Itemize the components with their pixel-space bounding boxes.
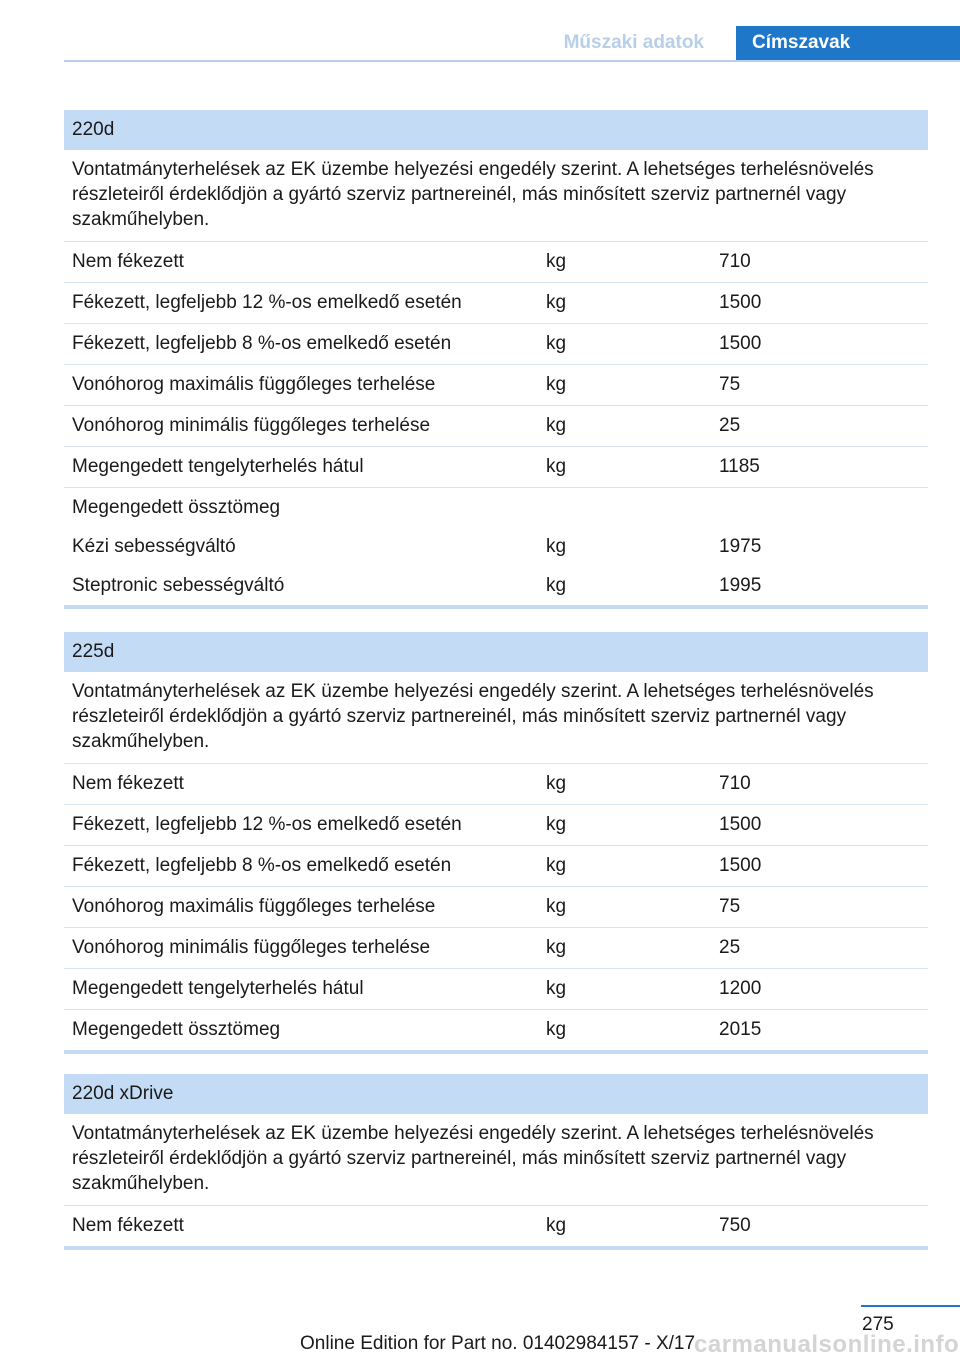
row-value: 710 — [719, 773, 751, 794]
row-label: Megengedett tengelyterhelés hátul — [72, 978, 364, 999]
row-label: Vonóhorog maximális függőleges terhelése — [72, 896, 436, 917]
row-value — [711, 488, 928, 527]
row-unit: kg — [546, 292, 567, 313]
row-label: Vonóhorog minimális függőleges terhelése — [72, 415, 431, 436]
row-label: Nem fékezett — [72, 1215, 184, 1236]
row-value: 75 — [719, 374, 741, 395]
section-title: 220d — [64, 110, 928, 150]
row-value: 25 — [719, 415, 741, 436]
row-value: 1500 — [719, 855, 762, 876]
section-end-rule — [64, 1246, 928, 1250]
tab-cimszavak[interactable]: Címszavak — [736, 26, 960, 62]
row-unit: kg — [546, 374, 567, 395]
row-value: 2015 — [719, 1019, 762, 1040]
row-unit: kg — [546, 978, 567, 999]
table-row — [64, 488, 928, 527]
row-label: Vonóhorog maximális függőleges terhelése — [72, 374, 436, 395]
row-unit: kg — [546, 1215, 567, 1236]
footer-divider — [861, 1305, 960, 1307]
section-description: Vontatmányterhelések az EK üzembe helyezési engedély szerint. A lehetséges terhelésnövelés részleteiről érdeklődjön a gyártó szerviz partnereinél, más minősített szerviz partnernél vagy szakműhelyben. — [64, 672, 928, 764]
section-220d-xdrive — [64, 1074, 928, 1250]
table-row — [64, 283, 928, 324]
page-header — [0, 0, 960, 64]
row-label: Nem fékezett — [72, 251, 184, 272]
table-row — [64, 805, 928, 846]
table-row — [64, 242, 928, 283]
table-row — [64, 365, 928, 406]
row-label: Nem fékezett — [72, 773, 184, 794]
table-row — [64, 527, 928, 566]
row-unit: kg — [546, 333, 567, 354]
row-value: 1500 — [719, 333, 762, 354]
row-label: Fékezett, legfeljebb 12 %-os emelkedő esetén — [72, 292, 462, 313]
section-220d — [64, 110, 928, 609]
row-unit: kg — [546, 575, 567, 596]
page-number: 275 — [862, 1314, 894, 1335]
section-description: Vontatmányterhelések az EK üzembe helyezési engedély szerint. A lehetséges terhelésnövelés részleteiről érdeklődjön a gyártó szerviz partnereinél, más minősített szerviz partnernél vagy szakműhelyben. — [64, 1114, 928, 1206]
row-unit: kg — [546, 773, 567, 794]
row-value: 710 — [719, 251, 751, 272]
row-label: Steptronic sebességváltó — [72, 575, 285, 596]
row-value: 1500 — [719, 814, 762, 835]
table-row — [64, 1206, 928, 1246]
row-unit: kg — [546, 1019, 567, 1040]
table-row — [64, 846, 928, 887]
section-225d — [64, 632, 928, 1054]
row-value: 75 — [719, 896, 741, 917]
table-row — [64, 447, 928, 488]
section-end-rule — [64, 1050, 928, 1054]
table-row — [64, 324, 928, 365]
row-unit: kg — [546, 814, 567, 835]
row-value: 25 — [719, 937, 741, 958]
row-label: Kézi sebességváltó — [72, 536, 236, 557]
header-divider — [64, 60, 960, 62]
row-unit: kg — [546, 896, 567, 917]
section-title: 225d — [64, 632, 928, 672]
row-unit: kg — [546, 855, 567, 876]
row-label: Vonóhorog minimális függőleges terhelése — [72, 937, 431, 958]
row-unit: kg — [546, 937, 567, 958]
watermark: carmanualsonline.info — [694, 1331, 960, 1358]
row-label: Fékezett, legfeljebb 8 %-os emelkedő esetén — [72, 333, 452, 354]
row-label: Megengedett össztömeg — [72, 1019, 281, 1040]
row-unit: kg — [546, 415, 567, 436]
edition-note: Online Edition for Part no. 01402984157 - X/17 — [300, 1333, 696, 1354]
row-unit — [538, 488, 711, 527]
row-unit: kg — [546, 536, 567, 557]
row-unit: kg — [546, 251, 567, 272]
row-value: 750 — [719, 1215, 751, 1236]
table-row — [64, 887, 928, 928]
row-unit: kg — [546, 456, 567, 477]
table-row — [64, 566, 928, 605]
table-row — [64, 764, 928, 805]
row-value: 1185 — [719, 456, 760, 477]
row-label: Fékezett, legfeljebb 8 %-os emelkedő esetén — [72, 855, 452, 876]
row-label: Megengedett össztömeg — [72, 497, 281, 518]
row-label: Fékezett, legfeljebb 12 %-os emelkedő esetén — [72, 814, 462, 835]
table-row — [64, 969, 928, 1010]
section-description: Vontatmányterhelések az EK üzembe helyezési engedély szerint. A lehetséges terhelésnövelés részleteiről érdeklődjön a gyártó szerviz partnereinél, más minősített szerviz partnernél vagy szakműhelyben. — [64, 150, 928, 242]
row-value: 1200 — [719, 978, 762, 999]
row-value: 1995 — [719, 575, 762, 596]
row-value: 1975 — [719, 536, 762, 557]
tab-muszaki-adatok[interactable]: Műszaki adatok — [563, 32, 704, 53]
table-row — [64, 1010, 928, 1050]
section-end-rule — [64, 605, 928, 609]
table-row — [64, 928, 928, 969]
row-label: Megengedett tengelyterhelés hátul — [72, 456, 364, 477]
table-row — [64, 406, 928, 447]
row-value: 1500 — [719, 292, 762, 313]
section-title: 220d xDrive — [64, 1074, 928, 1114]
